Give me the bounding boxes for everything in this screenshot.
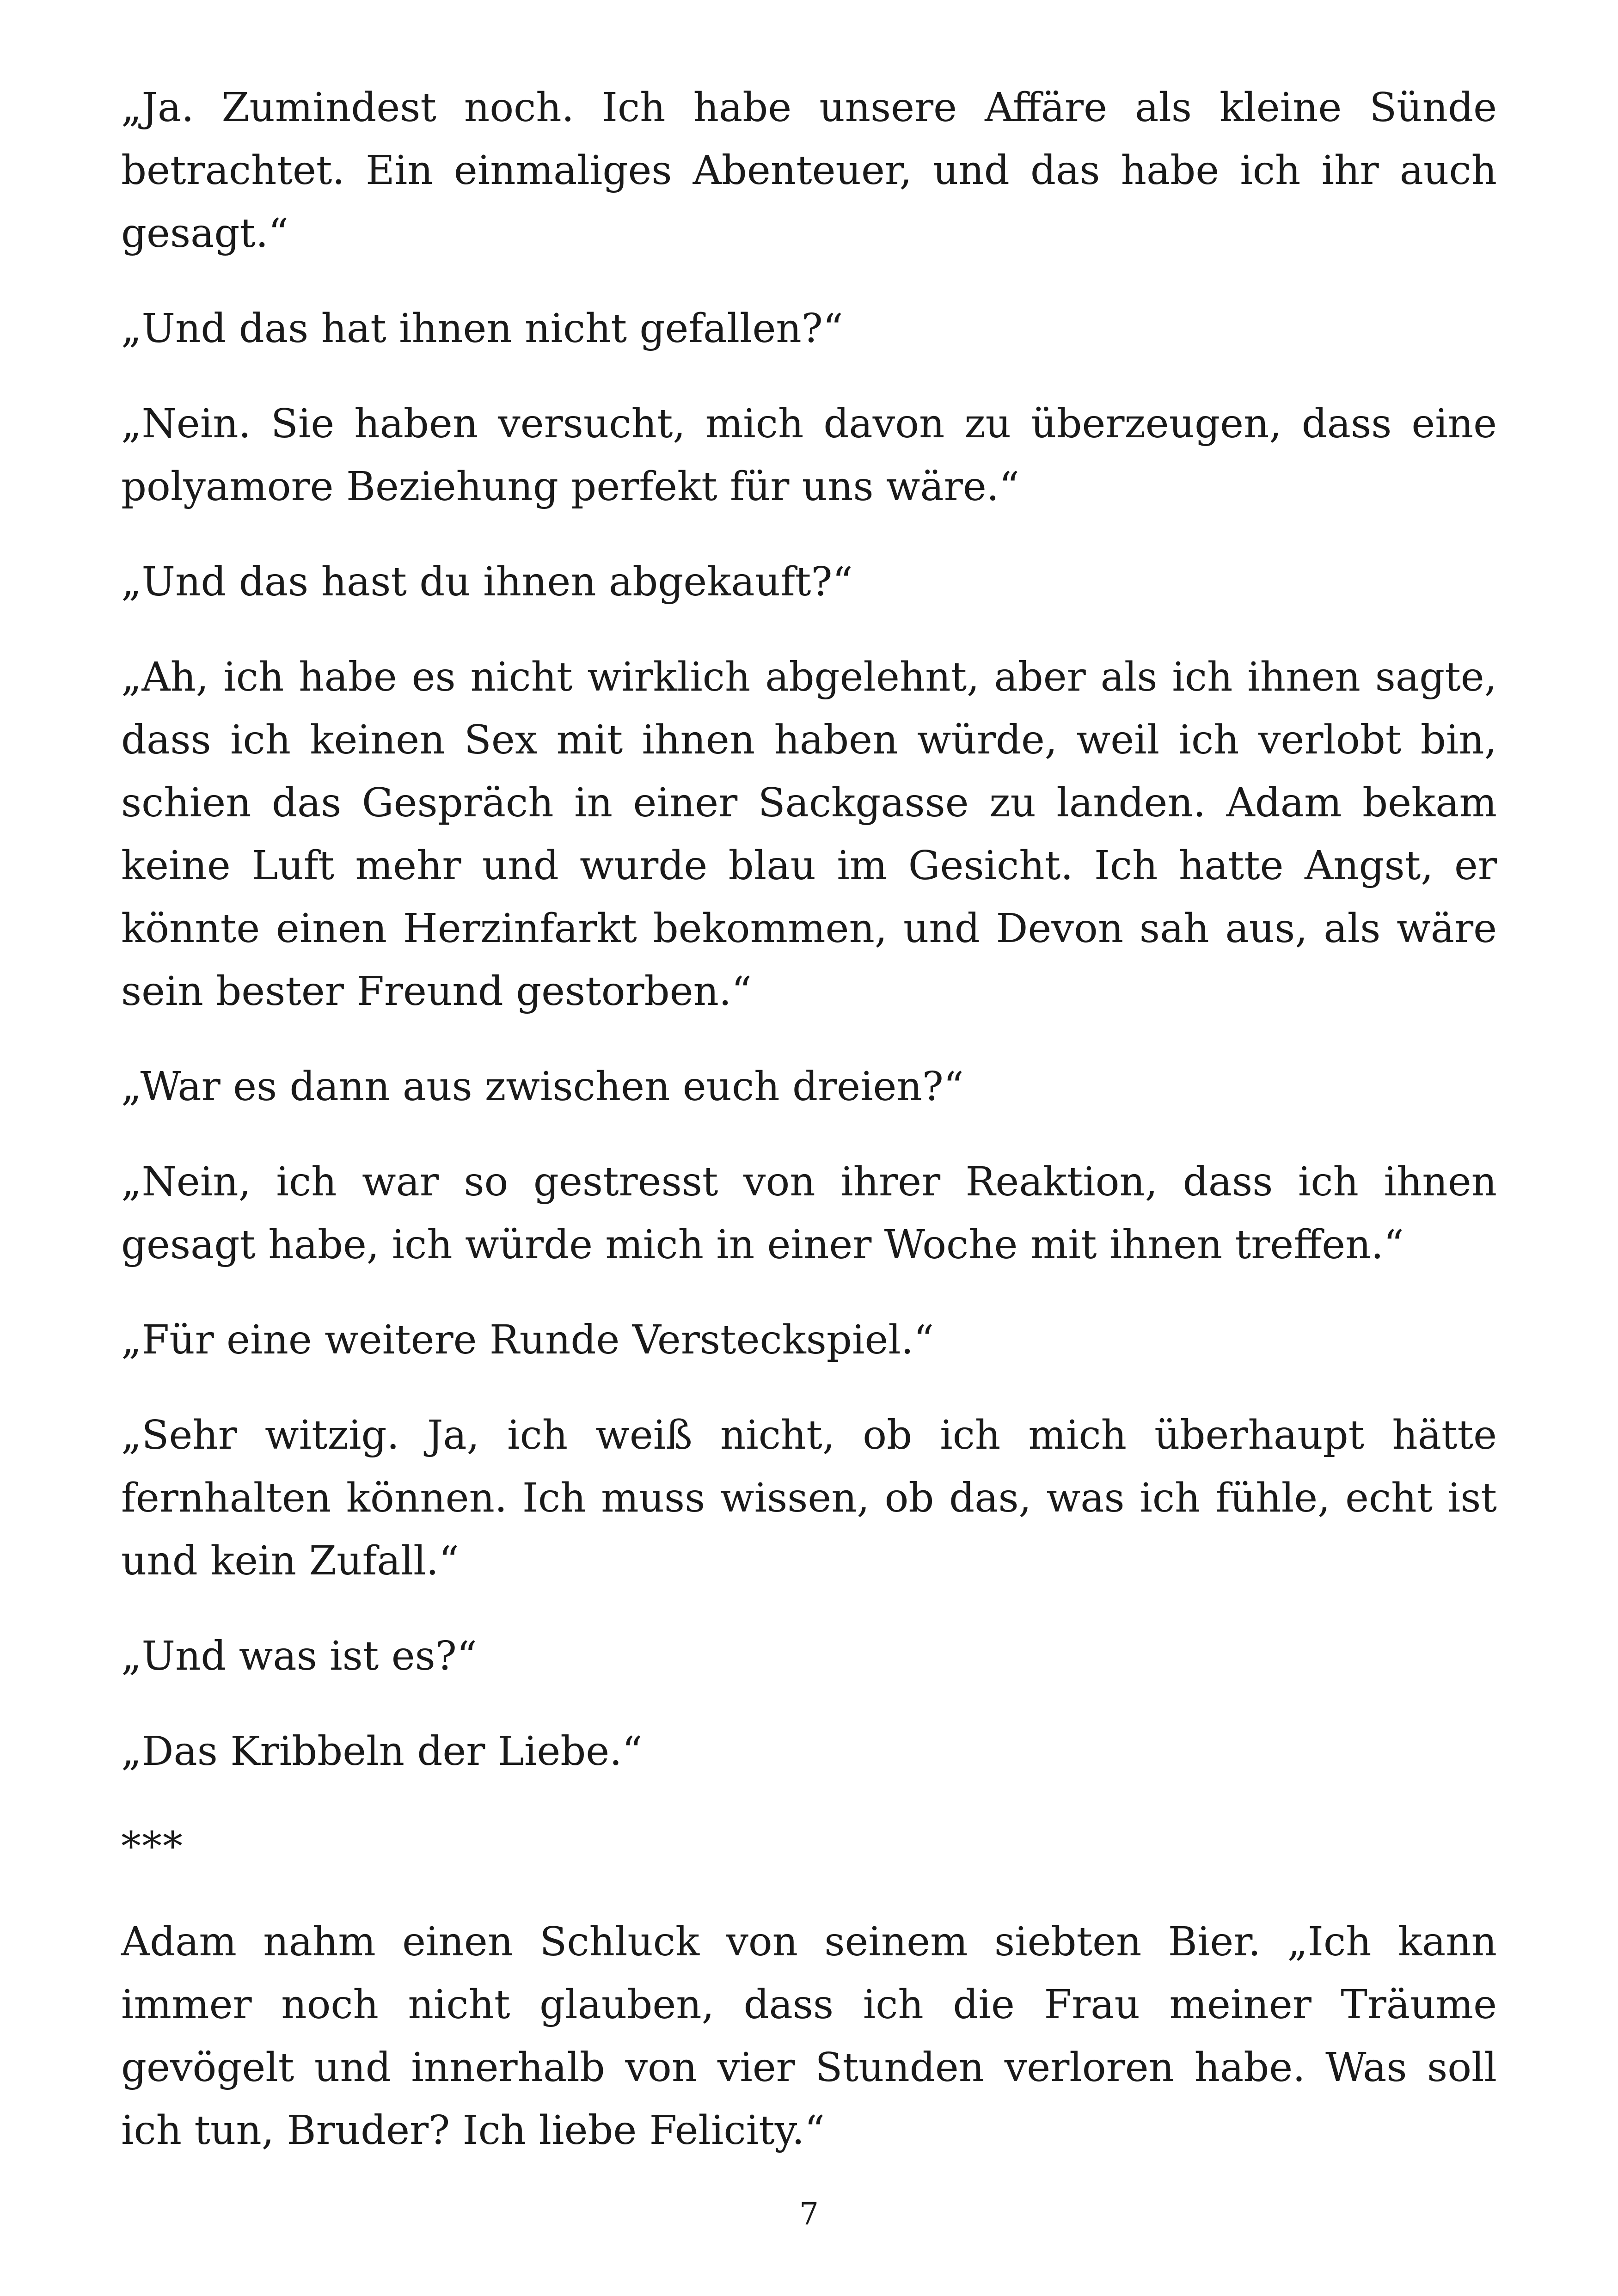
paragraph-10: „Und was ist es?“ [121, 1633, 477, 1679]
paragraph-7: „Nein, ich war so gestresst von ihrer Reaktion, dass ich ihnen gesagt habe, ich würde mich in einer Woche mit ihnen treffen.“ [121, 1159, 1497, 1268]
paragraph-9: „Sehr witzig. Ja, ich weiß nicht, ob ich mich überhaupt hätte fernhalten können. Ich muss wissen, ob das, was ich fühle, echt ist und kein Zufall.“ [121, 1412, 1497, 1584]
paragraph-11: „Das Kribbeln der Liebe.“ [121, 1728, 643, 1775]
paragraph-3: „Nein. Sie haben versucht, mich davon zu überzeugen, dass eine polyamore Beziehung perfekt für uns wäre.“ [121, 401, 1497, 510]
paragraph-6: „War es dann aus zwischen euch dreien?“ [121, 1064, 964, 1110]
page-body [121, 76, 1497, 2194]
page-number: 7 [799, 2196, 819, 2232]
paragraph-12: Adam nahm einen Schluck von seinem siebten Bier. „Ich kann immer noch nicht glauben, dass ich die Frau meiner Träume gevögelt und innerhalb von vier Stunden verloren habe. Was soll ich tun, Bruder? Ich liebe Felicity.“ [121, 1919, 1497, 2154]
paragraph-1: „Ja. Zumindest noch. Ich habe unsere Affäre als kleine Sünde betrachtet. Ein einmaliges Abenteuer, und das habe ich ihr auch gesagt.“ [121, 85, 1497, 257]
paragraph-4: „Und das hast du ihnen abgekauft?“ [121, 559, 853, 605]
paragraph-8: „Für eine weitere Runde Versteckspiel.“ [121, 1317, 934, 1363]
scene-break-separator: *** [121, 1824, 184, 1870]
paragraph-2: „Und das hat ihnen nicht gefallen?“ [121, 306, 843, 352]
paragraph-5: „Ah, ich habe es nicht wirklich abgelehnt, aber als ich ihnen sagte, dass ich keinen Sex mit ihnen haben würde, weil ich verlobt bin, schien das Gespräch in einer Sackgasse zu landen. Adam bekam keine Luft mehr und wurde blau im Gesicht. Ich hatte Angst, er könnte einen Herzinfarkt bekommen, und Devon sah aus, als wäre sein bester Freund gestorben.“ [121, 654, 1497, 1015]
